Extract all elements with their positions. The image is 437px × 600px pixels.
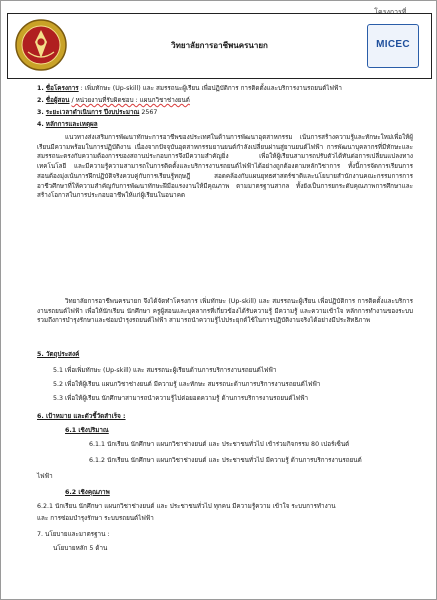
field-duration: 3. ระยะเวลาดำเนินการ ปีงบประมาณ 2567 bbox=[37, 109, 158, 116]
rationale-paragraph-2: วิทยาลัยการอาชีพนครนายก จึงได้จัดทำโครงการ เพิ่มทักษะ (Up-skill) และ สมรรถนะผู้เรียน เพื่อปฏิบัติการ การติดตั้งและบริการงานรถยนต์ไฟฟ้า เพื่อให้นักเรียน นักศึกษา ครูผู้สอนและบุคลากรที่เกี่ยวข้องได้รับความรู้ มีความรู้ และความเข้าใจ หลักการทำงานของระบบ รวมถึงการบำรุงรักษาและซ่อมบำรุงรถยนต์ไฟฟ้า สามารถนำความรู้ไปประยุกต์ใช้ในการปฏิบัติงานจริงได้อย่างมีประสิทธิภาพ bbox=[37, 298, 413, 325]
objective-item: 5.3 เพื่อให้ผู้เรียน นักศึกษาสามารถนำความรู้ไปต่อยอดความรู้ ด้านการบริการงานรถยนต์ไฟฟ้า bbox=[53, 395, 309, 402]
targets-heading: 6. เป้าหมาย และตัวชี้วัดสำเร็จ : bbox=[37, 413, 126, 420]
micec-logo-text: MICEC bbox=[376, 39, 410, 50]
qualitative-heading: 6.2 เชิงคุณภาพ bbox=[65, 489, 110, 496]
standards-heading: 7. นโยบายและมาตรฐาน : bbox=[37, 531, 110, 538]
rationale-paragraph-1: แนวทางส่งเสริมการพัฒนาทักษะการอาชีพของประเทศในด้านการพัฒนาอุตสาหกรรม เน้นการสร้างความรู้และทักษะใหม่เพื่อให้ผู้เรียนมีความพร้อมในการปฏิบัติงาน เนื่องจากปัจจุบันอุตสาหกรรมยานยนต์กำลังเปลี่ยนผ่านสู่ยานยนต์ไฟฟ้า การพัฒนาบุคลากรที่มีทักษะและสมรรถนะตรงกับความต้องการของสถานประกอบการจึงมีความสำคัญยิ่ง เพื่อให้ผู้เรียนสามารถปรับตัวได้ทันต่อการเปลี่ยนแปลงทางเทคโนโลยี และมีความรู้ความสามารถในการติดตั้งและบริการงานรถยนต์ไฟฟ้าได้อย่างถูกต้องตามหลักวิชาการ ทั้งนี้การจัดการเรียนการสอนต้องมุ่งเน้นการฝึกปฏิบัติจริงควบคู่กับการเรียนรู้ทฤษฎี สอดคล้องกับแผนยุทธศาสตร์ชาติและนโยบายสำนักงานคณะกรรมการการอาชีวศึกษาที่ให้ความสำคัญกับการพัฒนาทักษะฝีมือแรงงานให้มีคุณภาพ ตามมาตรฐานสากล ทั้งยังเป็นการยกระดับคุณภาพการศึกษาและสร้างโอกาสในการประกอบอาชีพให้แก่ผู้เรียนในอนาคต bbox=[37, 134, 413, 200]
qualitative-tail: และ การซ่อมบำรุงรักษา ระบบรถยนต์ไฟฟ้า bbox=[37, 515, 154, 522]
quantitative-item: 6.1.1 นักเรียน นักศึกษา แผนกวิชาช่างยนต์ และ ประชาชนทั่วไป เข้าร่วมกิจกรรม 80 เปอร์เซ็นต์ bbox=[89, 441, 350, 448]
document-header bbox=[7, 13, 432, 79]
objectives-heading: 5. วัตถุประสงค์ bbox=[37, 351, 80, 358]
field-project-name: 1. ชื่อโครงการ : เพิ่มทักษะ (Up-skill) และ สมรรถนะผู้เรียน เพื่อปฏิบัติการ การติดตั้งและบริการงานรถยนต์ไฟฟ้า bbox=[37, 85, 342, 92]
quantitative-tail: ไฟฟ้า bbox=[37, 473, 53, 480]
qualitative-item: 6.2.1 นักเรียน นักศึกษา แผนกวิชาช่างยนต์ และ ประชาชนทั่วไป ทุกคน มีความรู้ความ เข้าใจ ระบบการทำงาน bbox=[37, 503, 336, 510]
objective-item: 5.2 เพื่อให้ผู้เรียน แผนกวิชาช่างยนต์ มีความรู้ และทักษะ สมรรถนะด้านการบริการงานรถยนต์ไฟฟ้า bbox=[53, 381, 321, 388]
field-owner: 2. ชื่อผู้สอน / หน่วยงานที่รับผิดชอบ : แผนกวิชาช่างยนต์ bbox=[37, 97, 190, 104]
college-emblem-icon bbox=[14, 18, 68, 72]
objective-item: 5.1 เพื่อเพิ่มทักษะ (Up-skill) และ สมรรถนะผู้เรียนด้านการบริการงานรถยนต์ไฟฟ้า bbox=[53, 367, 277, 374]
page-number: โครงการที่ ...... bbox=[374, 8, 422, 16]
header-title: วิทยาลัยการอาชีพนครนายก bbox=[171, 41, 268, 50]
standards-item: นโยบายหลัก 5 ด้าน bbox=[53, 545, 108, 552]
quantitative-item: 6.1.2 นักเรียน นักศึกษา แผนกวิชาช่างยนต์ และ ประชาชนทั่วไป มีความรู้ ด้านการบริการงานรถยนต์ bbox=[89, 457, 362, 464]
quantitative-heading: 6.1 เชิงปริมาณ bbox=[65, 427, 109, 434]
micec-logo bbox=[367, 24, 419, 68]
field-rationale-heading: 4. หลักการและเหตุผล bbox=[37, 121, 98, 128]
